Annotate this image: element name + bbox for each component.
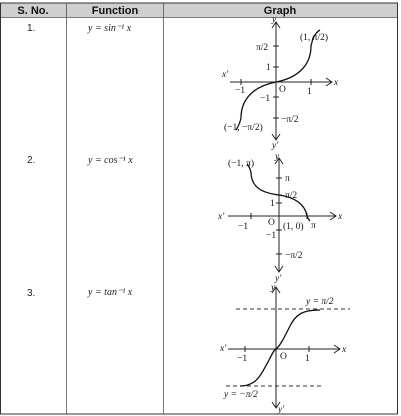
neg-one-x-label: −1	[238, 222, 249, 232]
graph-arcsin	[221, 15, 339, 151]
pi-label: π	[285, 174, 290, 184]
y-prime-label: y'	[275, 274, 282, 284]
x-prime-label: x'	[222, 70, 229, 80]
arccos-curve	[251, 172, 310, 221]
header-row	[1, 4, 397, 18]
arctan-curve	[240, 310, 320, 386]
asymptote-top-label: y = π/2	[306, 297, 334, 307]
table-border	[1, 3, 398, 414]
row-1-sno: 1.	[27, 23, 36, 34]
point-zero-label: (1, 0)	[283, 222, 304, 232]
asymptote-bottom-label: y = −π/2	[224, 390, 258, 400]
y-label: y	[271, 283, 276, 293]
one-y-label: 1	[270, 199, 275, 209]
one-label: 1	[305, 354, 310, 364]
neg-one-y-label: −1	[266, 231, 277, 241]
neg-pi-over-2-label: −π/2	[281, 115, 299, 125]
row-2-function: y = cos⁻¹ x	[88, 155, 133, 166]
graph-arccos	[217, 152, 343, 284]
x-label: x	[334, 78, 339, 88]
row-3-function: y = tan⁻¹ x	[88, 287, 133, 298]
origin-label: O	[279, 85, 286, 95]
origin-label: O	[268, 218, 275, 228]
y-prime-label: y'	[278, 405, 285, 415]
y-label: y	[272, 15, 277, 25]
pi-over-2-label: π/2	[256, 43, 269, 53]
header-function: Function	[91, 5, 139, 17]
arcsin-curve	[241, 30, 320, 118]
x-label: x	[338, 212, 343, 222]
y-prime-label: y'	[272, 141, 279, 151]
neg-pi-over-2-label: −π/2	[285, 251, 303, 261]
header-sno: S. No.	[17, 5, 49, 17]
point-top-label: (−1, π)	[228, 159, 254, 169]
row-1-function: y = sin⁻¹ x	[88, 23, 132, 34]
one-label: 1	[266, 63, 271, 73]
x-label: x	[342, 345, 347, 355]
y-label: y	[275, 152, 280, 162]
origin-label: O	[280, 352, 287, 362]
graph-arctan	[219, 283, 350, 415]
pi-over-2-label: π/2	[285, 191, 298, 201]
neg-one-y-label: −1	[260, 94, 271, 104]
neg-one-x-label: −1	[235, 86, 246, 96]
point-top-label: (1, π/2)	[300, 33, 329, 43]
x-prime-label: x'	[220, 344, 227, 354]
x-prime-label: x'	[218, 212, 225, 222]
point-bottom-label: (−1, −π/2)	[224, 123, 263, 133]
neg-one-label: −1	[237, 354, 248, 364]
one-x-label: 1	[307, 87, 312, 97]
row-3-sno: 3.	[27, 288, 36, 299]
pi-x-label: π	[311, 221, 316, 231]
row-2-sno: 2.	[27, 155, 36, 166]
header-graph: Graph	[263, 5, 297, 17]
